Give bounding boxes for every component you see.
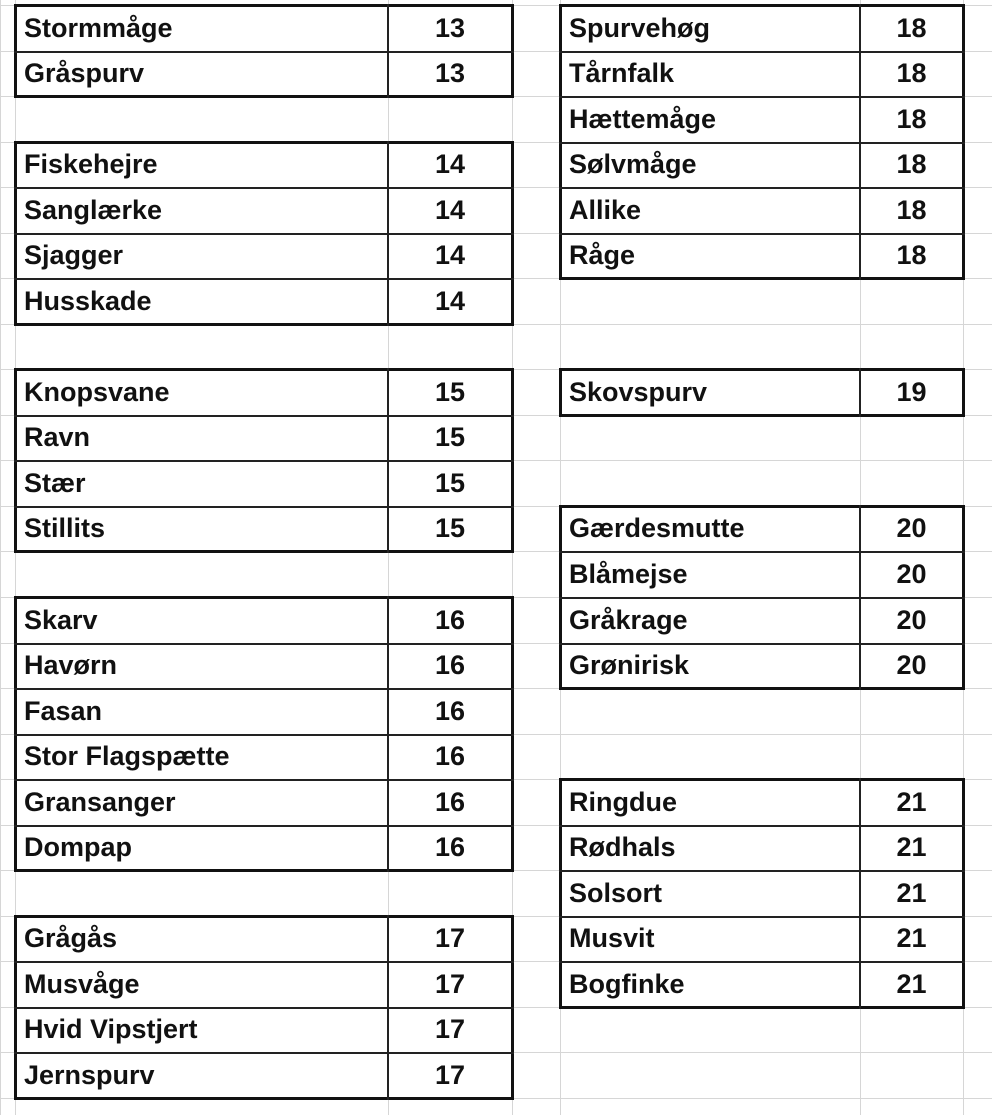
cell-empty[interactable]: [860, 324, 963, 369]
cell-empty[interactable]: [860, 734, 963, 779]
cell-bird-name[interactable]: Dompap: [24, 832, 132, 862]
cell-empty[interactable]: [560, 1052, 860, 1098]
gridline-vertical: [512, 0, 513, 1115]
cell-value[interactable]: 15: [434, 376, 466, 407]
cell-value[interactable]: 17: [434, 1059, 466, 1090]
group-divider-horizontal: [14, 779, 514, 781]
group-divider-horizontal: [559, 643, 965, 645]
gridline-vertical: [0, 0, 1, 1115]
cell-bird-name[interactable]: Fasan: [24, 695, 103, 726]
cell-value[interactable]: 16: [434, 741, 466, 771]
cell-empty[interactable]: [560, 415, 860, 460]
cell-bird-name[interactable]: Spurvehøg: [569, 12, 711, 43]
cell-value[interactable]: 16: [434, 604, 466, 635]
cell-bird-name[interactable]: Ringdue: [569, 786, 677, 817]
cell-bird-name[interactable]: Allike: [569, 194, 642, 225]
cell-value[interactable]: 16: [434, 695, 466, 726]
group-divider-horizontal: [14, 460, 514, 462]
group-divider-vertical: [859, 778, 861, 1009]
cell-value[interactable]: 14: [434, 240, 466, 270]
cell-empty[interactable]: [15, 324, 388, 369]
cell-value[interactable]: 18: [896, 12, 927, 43]
cell-bird-name[interactable]: Rødhals: [569, 832, 676, 862]
cell-bird-name[interactable]: Musvåge: [24, 968, 140, 999]
cell-bird-name[interactable]: Hættemåge: [569, 103, 717, 134]
cell-value[interactable]: 15: [434, 467, 466, 498]
cell-value[interactable]: 16: [434, 786, 466, 817]
cell-value[interactable]: 17: [434, 1014, 466, 1044]
group-divider-horizontal: [559, 961, 965, 963]
cell-value[interactable]: 21: [896, 923, 927, 953]
cell-value[interactable]: 14: [434, 194, 466, 225]
group-divider-horizontal: [14, 187, 514, 189]
group-divider-horizontal: [559, 916, 965, 918]
cell-bird-name[interactable]: Bogfinke: [569, 968, 685, 999]
gridline-vertical: [963, 0, 964, 1115]
cell-bird-name[interactable]: Tårnfalk: [569, 58, 675, 88]
group-divider-horizontal: [14, 506, 514, 508]
cell-bird-name[interactable]: Solsort: [569, 877, 663, 908]
cell-bird-name[interactable]: Gærdesmutte: [569, 513, 745, 543]
group-divider-horizontal: [14, 643, 514, 645]
cell-value[interactable]: 19: [896, 376, 927, 407]
cell-empty[interactable]: [860, 415, 963, 460]
cell-value[interactable]: 21: [896, 877, 927, 908]
cell-bird-name[interactable]: Stormmåge: [24, 12, 173, 43]
group-divider-horizontal: [559, 597, 965, 599]
cell-bird-name[interactable]: Sjagger: [24, 240, 124, 270]
cell-value[interactable]: 16: [434, 832, 466, 862]
cell-value[interactable]: 15: [434, 513, 466, 543]
cell-bird-name[interactable]: Stor Flagspætte: [24, 741, 230, 771]
group-divider-horizontal: [559, 96, 965, 98]
cell-empty[interactable]: [860, 460, 963, 506]
cell-empty[interactable]: [388, 96, 512, 142]
cell-value[interactable]: 17: [434, 968, 466, 999]
group-divider-horizontal: [559, 187, 965, 189]
cell-value[interactable]: 20: [896, 558, 927, 589]
cell-bird-name[interactable]: Stillits: [24, 513, 106, 543]
cell-empty[interactable]: [560, 1007, 860, 1052]
cell-bird-name[interactable]: Sanglærke: [24, 194, 163, 225]
cell-value[interactable]: 18: [896, 58, 927, 88]
group-divider-horizontal: [559, 825, 965, 827]
group-divider-horizontal: [14, 961, 514, 963]
cell-value[interactable]: 20: [896, 604, 927, 635]
cell-value[interactable]: 15: [434, 422, 466, 452]
group-divider-horizontal: [14, 415, 514, 417]
cell-bird-name[interactable]: Knopsvane: [24, 376, 170, 407]
cell-bird-name[interactable]: Grågås: [24, 923, 118, 953]
group-divider-horizontal: [559, 551, 965, 553]
cell-value[interactable]: 18: [896, 194, 927, 225]
cell-bird-name[interactable]: Husskade: [24, 285, 152, 316]
group-divider-horizontal: [14, 1007, 514, 1009]
cell-empty[interactable]: [15, 870, 388, 916]
cell-empty[interactable]: [560, 460, 860, 506]
cell-value[interactable]: 14: [434, 285, 466, 316]
cell-empty[interactable]: [860, 278, 963, 324]
cell-value[interactable]: 17: [434, 923, 466, 953]
group-divider-horizontal: [14, 825, 514, 827]
cell-bird-name[interactable]: Råge: [569, 240, 636, 270]
cell-bird-name[interactable]: Gransanger: [24, 786, 176, 817]
cell-empty[interactable]: [860, 1007, 963, 1052]
group-divider-horizontal: [559, 142, 965, 144]
cell-empty[interactable]: [560, 734, 860, 779]
cell-empty[interactable]: [560, 688, 860, 734]
group-divider-horizontal: [14, 278, 514, 280]
group-divider-horizontal: [14, 1052, 514, 1054]
cell-bird-name[interactable]: Grønirisk: [569, 650, 690, 680]
cell-value[interactable]: 16: [434, 650, 466, 680]
cell-empty[interactable]: [15, 96, 388, 142]
cell-value[interactable]: 20: [896, 513, 927, 543]
group-divider-horizontal: [559, 51, 965, 53]
group-divider-horizontal: [14, 734, 514, 736]
cell-value[interactable]: 21: [896, 968, 927, 999]
cell-bird-name[interactable]: Fiskehejre: [24, 149, 158, 179]
cell-bird-name[interactable]: Havørn: [24, 650, 118, 680]
group-divider-horizontal: [559, 870, 965, 872]
group-divider-vertical: [859, 368, 861, 417]
cell-value[interactable]: 13: [434, 58, 466, 88]
cell-value[interactable]: 18: [896, 103, 927, 134]
cell-bird-name[interactable]: Musvit: [569, 923, 655, 953]
cell-empty[interactable]: [388, 324, 512, 369]
group-divider-horizontal: [14, 51, 514, 53]
cell-empty[interactable]: [560, 278, 860, 324]
cell-empty[interactable]: [560, 324, 860, 369]
gridline-horizontal: [0, 1098, 992, 1099]
cell-value[interactable]: 18: [896, 240, 927, 270]
cell-bird-name[interactable]: Blåmejse: [569, 558, 688, 589]
cell-empty[interactable]: [860, 1052, 963, 1098]
cell-bird-name[interactable]: Gråspurv: [24, 58, 145, 88]
cell-bird-name[interactable]: Stær: [24, 467, 86, 498]
cell-value[interactable]: 20: [896, 650, 927, 680]
cell-empty[interactable]: [860, 688, 963, 734]
group-divider-horizontal: [14, 688, 514, 690]
group-divider-horizontal: [559, 233, 965, 235]
cell-value[interactable]: 21: [896, 786, 927, 817]
cell-bird-name[interactable]: Skarv: [24, 604, 98, 635]
cell-value[interactable]: 21: [896, 832, 927, 862]
cell-bird-name[interactable]: Jernspurv: [24, 1059, 155, 1090]
cell-value[interactable]: 18: [896, 149, 927, 179]
cell-bird-name[interactable]: Gråkrage: [569, 604, 688, 635]
cell-value[interactable]: 14: [434, 149, 466, 179]
cell-empty[interactable]: [388, 551, 512, 597]
group-divider-horizontal: [14, 233, 514, 235]
cell-bird-name[interactable]: Ravn: [24, 422, 91, 452]
cell-value[interactable]: 13: [434, 12, 466, 43]
cell-bird-name[interactable]: Skovspurv: [569, 376, 708, 407]
cell-empty[interactable]: [388, 870, 512, 916]
cell-bird-name[interactable]: Sølvmåge: [569, 149, 697, 179]
cell-bird-name[interactable]: Hvid Vipstjert: [24, 1014, 198, 1044]
cell-empty[interactable]: [15, 551, 388, 597]
